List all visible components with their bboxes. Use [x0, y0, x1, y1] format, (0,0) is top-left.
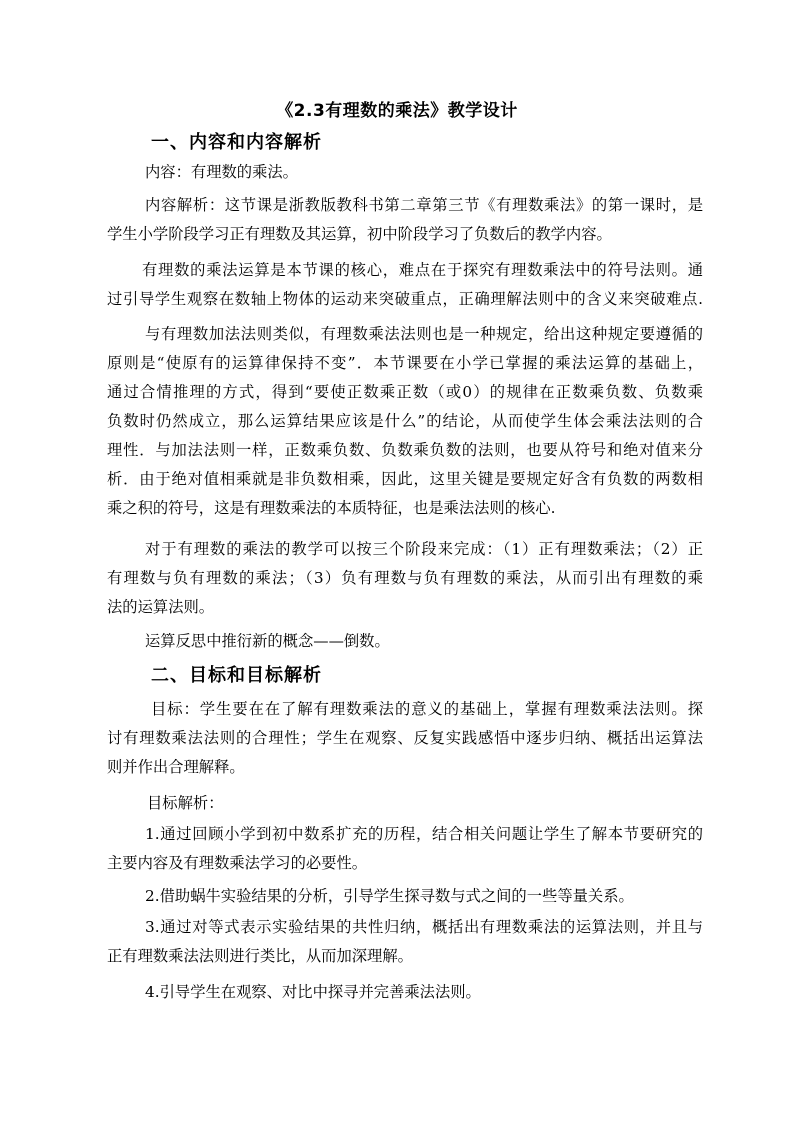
text-line: 负数时仍然成立，那么运算结果应该是什么”的结论，从而使学生体会乘法法则的合 [107, 412, 703, 430]
text-line: 过引导学生观察在数轴上物体的运动来突破重点，正确理解法则中的含义来突破难点. [107, 290, 703, 308]
text-line: 正有理数乘法法则进行类比，从而加深理解。 [107, 947, 413, 965]
goal-item-1 [107, 820, 703, 878]
text-line: 析．由于绝对值相乘就是非负数相乘，因此，这里关键是要规定好含有负数的两数相 [107, 470, 703, 488]
goal-analysis-label [107, 789, 703, 818]
goal-item-3 [107, 913, 703, 971]
text-line: 3.通过对等式表示实验结果的共性归纳，概括出有理数乘法的运算法则，并且与 [145, 918, 703, 936]
text-line: 4.引导学生在观察、对比中探寻并完善乘法法则。 [145, 983, 481, 1001]
text-line: 2.借助蜗牛实验结果的分析，引导学生探寻数与式之间的一些等量关系。 [145, 887, 634, 905]
section-heading-goals: 二、目标和目标解析 [151, 665, 322, 686]
text-line: 原则是“使原有的运算律保持不变”．本节课要在小学已掌握的乘法运算的基础上， [107, 354, 703, 372]
content-analysis-paragraph [107, 191, 703, 249]
document-title: 《2.3有理数的乘法》教学设计 [276, 101, 518, 121]
text-line: 有理数的乘法运算是本节课的核心，难点在于探究有理数乘法中的符号法则。通 [142, 261, 703, 279]
rule-paragraph [107, 320, 703, 523]
core-paragraph [107, 256, 703, 314]
text-line: 目标：学生要在在了解有理数乘法的意义的基础上，掌握有理数乘法法则。探 [151, 700, 703, 718]
section-heading-content: 一、内容和内容解析 [151, 132, 322, 153]
text-line: 主要内容及有理数乘法学习的必要性。 [107, 854, 368, 872]
text-line: 有理数与负有理数的乘法；（3）负有理数与负有理数的乘法，从而引出有理数的乘 [107, 569, 703, 587]
text-line: 理性．与加法法则一样，正数乘负数、负数乘负数的法则，也要从符号和绝对值来分 [107, 441, 703, 459]
text-line: 目标解析： [147, 794, 224, 812]
text-line: 内容：有理数的乘法。 [145, 163, 298, 181]
text-line: 对于有理数的乘法的教学可以按三个阶段来完成：（1）正有理数乘法；（2）正 [145, 540, 703, 558]
content-statement [107, 158, 703, 187]
text-line: 乘之积的符号，这是有理数乘法的本质特征，也是乘法法则的核心. [107, 499, 556, 517]
text-line: 1.通过回顾小学到初中数系扩充的历程，结合相关问题让学生了解本节要研究的 [145, 825, 703, 843]
reflection-paragraph [107, 627, 703, 656]
text-line: 法的运算法则。 [107, 598, 215, 616]
text-line: 内容解析：这节课是浙教版教科书第二章第三节《有理数乘法》的第一课时，是 [145, 196, 703, 214]
stages-paragraph [107, 535, 703, 622]
goal-paragraph [107, 695, 703, 782]
text-line: 运算反思中推衍新的概念——倒数。 [145, 632, 390, 650]
text-line: 与有理数加法法则类似，有理数乘法法则也是一种规定，给出这种规定要遵循的 [145, 325, 703, 343]
text-line: 学生小学阶段学习正有理数及其运算，初中阶段学习了负数后的教学内容。 [107, 225, 612, 243]
goal-item-4 [107, 978, 703, 1007]
goal-item-2 [107, 882, 703, 911]
text-line: 通过合情推理的方式，得到“要使正数乘正数（或0）的规律在正数乘负数、负数乘 [107, 383, 703, 401]
text-line: 讨有理数乘法法则的合理性；学生在观察、反复实践感悟中逐步归纳、概括出运算法 [107, 729, 703, 747]
text-line: 则并作出合理解释。 [107, 758, 245, 776]
